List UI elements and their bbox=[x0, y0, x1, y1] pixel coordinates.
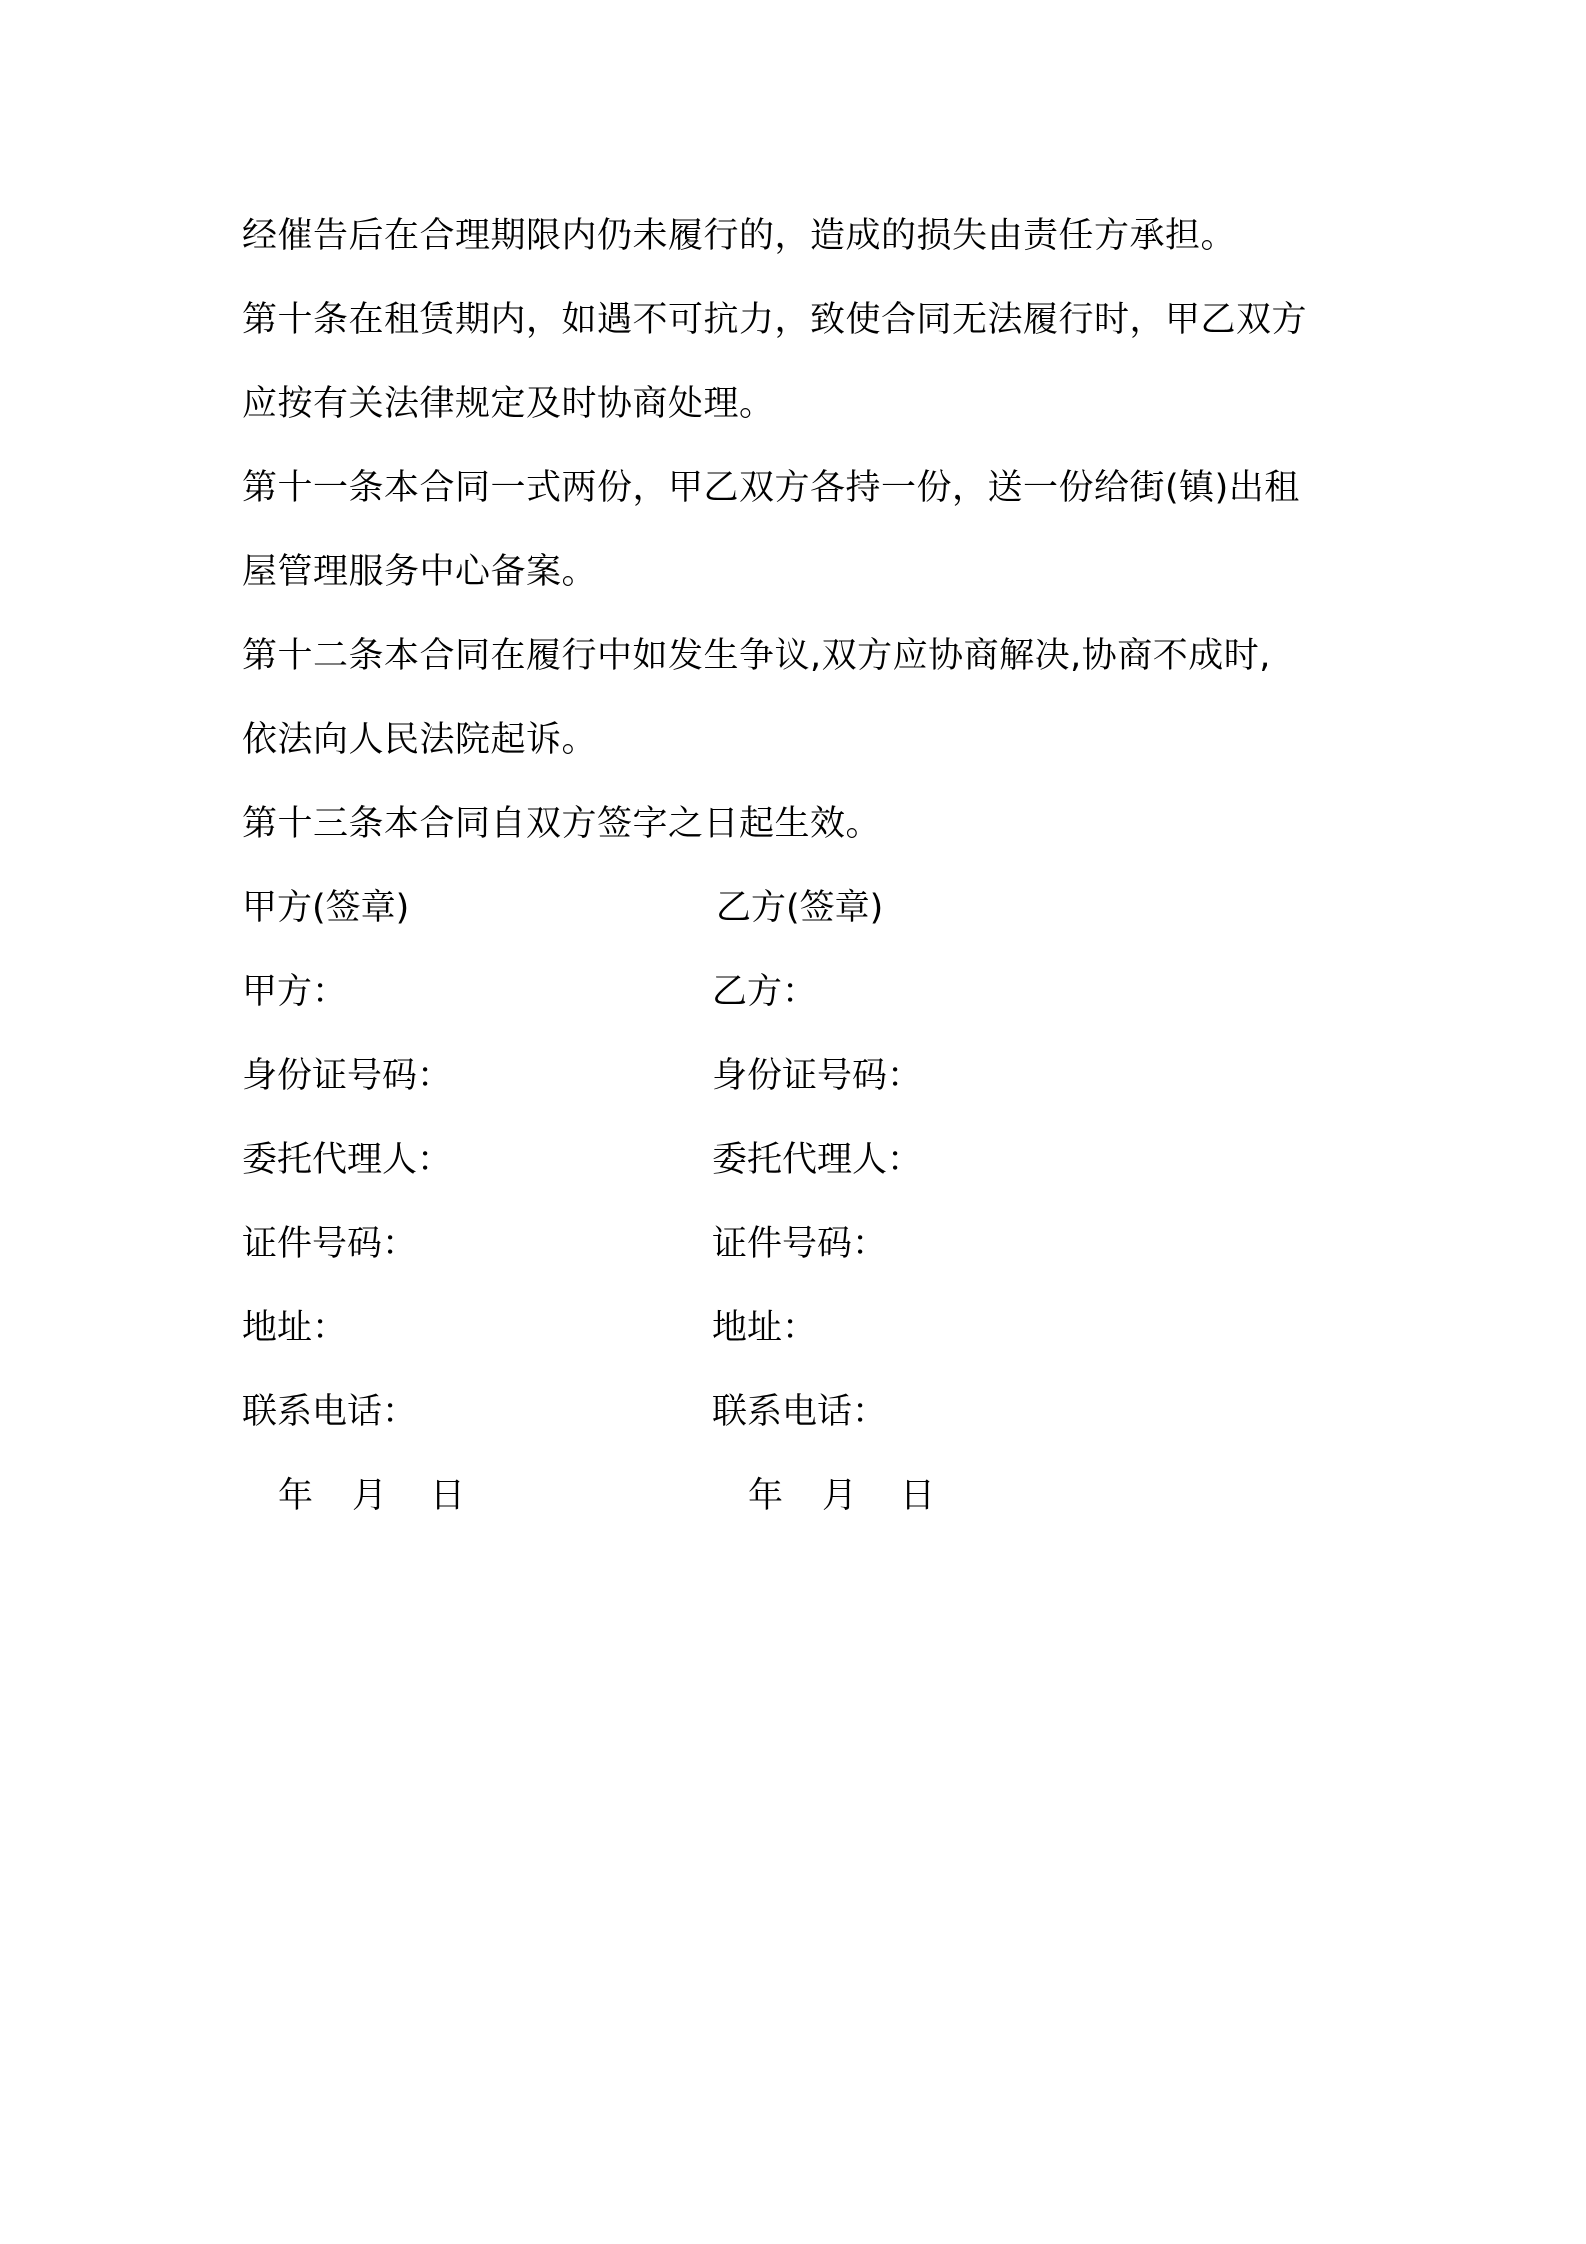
party-b-agent-label: 委托代理人： bbox=[712, 1140, 923, 1180]
party-a-phone-label: 联系电话： bbox=[242, 1392, 418, 1432]
id-number-row bbox=[0, 1034, 1586, 1118]
party-b-heading: 乙方(签章) bbox=[716, 888, 884, 928]
party-name-row bbox=[0, 950, 1586, 1034]
party-a-agent-label: 委托代理人： bbox=[242, 1140, 453, 1180]
party-a-name-label: 甲方： bbox=[242, 972, 348, 1012]
text-line: 经催告后在合理期限内仍未履行的，造成的损失由责任方承担。 bbox=[242, 216, 1237, 256]
party-b-address-label: 地址： bbox=[712, 1308, 818, 1348]
party-b-cert-label: 证件号码： bbox=[712, 1224, 888, 1264]
phone-row bbox=[0, 1370, 1586, 1454]
day-label: 日 bbox=[430, 1476, 466, 1516]
month-label: 月 bbox=[822, 1476, 858, 1516]
signature-heading-row bbox=[0, 866, 1586, 950]
date-row bbox=[0, 1454, 1586, 1538]
text-line: 应按有关法律规定及时协商处理。 bbox=[242, 384, 775, 424]
party-b-id-label: 身份证号码： bbox=[712, 1056, 923, 1096]
text-line: 屋管理服务中心备案。 bbox=[242, 552, 598, 592]
party-a-cert-label: 证件号码： bbox=[242, 1224, 418, 1264]
text-line: 依法向人民法院起诉。 bbox=[242, 720, 598, 760]
text-line: 第十三条本合同自双方签字之日起生效。 bbox=[242, 804, 882, 844]
text-line: 第十条在租赁期内，如遇不可抗力，致使合同无法履行时，甲乙双方 bbox=[242, 300, 1308, 340]
agent-row bbox=[0, 1118, 1586, 1202]
party-b-phone-label: 联系电话： bbox=[712, 1392, 888, 1432]
day-label: 日 bbox=[900, 1476, 936, 1516]
address-row bbox=[0, 1286, 1586, 1370]
year-label: 年 bbox=[278, 1476, 314, 1516]
text-line: 第十二条本合同在履行中如发生争议,双方应协商解决,协商不成时, bbox=[242, 636, 1271, 676]
certificate-row bbox=[0, 1202, 1586, 1286]
party-a-address-label: 地址： bbox=[242, 1308, 348, 1348]
party-a-heading: 甲方(签章) bbox=[242, 888, 410, 928]
party-b-name-label: 乙方： bbox=[712, 972, 818, 1012]
month-label: 月 bbox=[352, 1476, 388, 1516]
year-label: 年 bbox=[748, 1476, 784, 1516]
party-a-id-label: 身份证号码： bbox=[242, 1056, 453, 1096]
text-line: 第十一条本合同一式两份，甲乙双方各持一份，送一份给街(镇)出租 bbox=[242, 468, 1300, 508]
